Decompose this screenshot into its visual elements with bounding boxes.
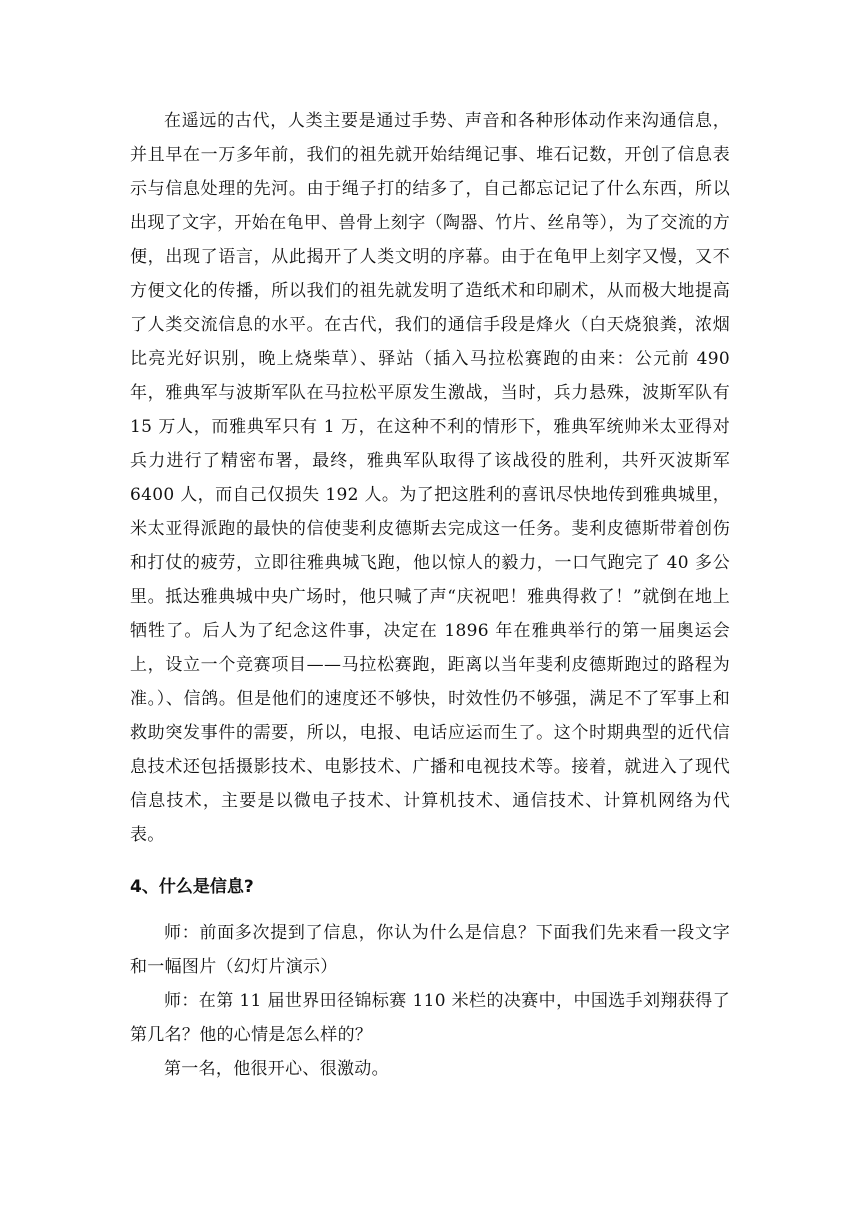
history-paragraph: 在遥远的古代，人类主要是通过手势、声音和各种形体动作来沟通信息，并且早在一万多年前，我们的祖先就开始结绳记事、堆石记数，开创了信息表示与信息处理的先河。由于绳子打的结多了，自己都忘记记了什么东西，所以出现了文字，开始在龟甲、兽骨上刻字（陶器、竹片、丝帛等），为了交流的方便，出现了语言，从此揭开了人类文明的序幕。由于在龟甲上刻字又慢，又不方便文化的传播，所以我们的祖先就发明了造纸术和印刷术，从而极大地提高了人类交流信息的水平。在古代，我们的通信手段是烽火（白天烧狼粪，浓烟比亮光好识别，晚上烧柴草）、驿站（插入马拉松赛跑的由来：公元前 490 年，雅典军与波斯军队在马拉松平原发生激战，当时，兵力悬殊，波斯军队有 15 万人，而雅典军只有 1 万，在这种不利的情形下，雅典军统帅米太亚得对兵力进行了精密布署，最终，雅典军队取得了该战役的胜利，共歼灭波斯军 6400 人，而自己仅损失 192 人。为了把这胜利的喜讯尽快地传到雅典城里，米太亚得派跑的最快的信使斐利皮德斯去完成这一任务。斐利皮德斯带着创伤和打仗的疲劳，立即往雅典城飞跑，他以惊人的毅力，一口气跑完了 40 多公里。抵达雅典城中央广场时，他只喊了声“庆祝吧！雅典得救了！”就倒在地上牺牲了。后人为了纪念这件事，决定在 1896 年在雅典举行的第一届奥运会上，设立一个竞赛项目——马拉松赛跑，距离以当年斐利皮德斯跑过的路程为准。）、信鸽。但是他们的速度还不够快，时效性仍不够强，满足不了军事上和救助突发事件的需要，所以，电报、电话应运而生了。这个时期典型的近代信息技术还包括摄影技术、电影技术、广播和电视技术等。接着，就进入了现代信息技术，主要是以微电子技术、计算机技术、通信技术、计算机网络为代表。 [130, 111, 730, 845]
teacher-line-2: 师：在第 11 届世界田径锦标赛 110 米栏的决赛中，中国选手刘翔获得了第几名？他的心情是怎么样的？ [130, 991, 730, 1045]
answer-line: 第一名，他很开心、很激动。 [164, 1059, 389, 1079]
section-heading: 4、什么是信息? [130, 877, 254, 897]
document-body [130, 104, 730, 1086]
teacher-line-1: 师：前面多次提到了信息，你认为什么是信息？下面我们先来看一段文字和一幅图片（幻灯片演示） [130, 923, 730, 977]
